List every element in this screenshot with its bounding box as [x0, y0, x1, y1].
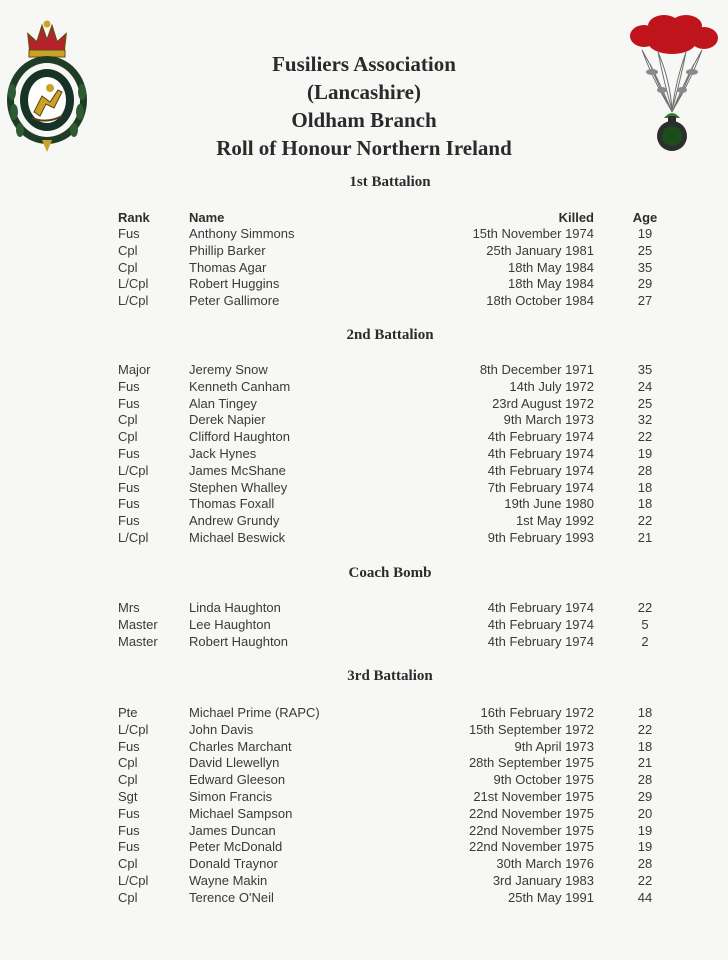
rank-cell: Fus — [118, 226, 140, 241]
name-cell: Peter Gallimore — [189, 293, 280, 309]
killed-date-cell: 18th May 1984 — [507, 259, 594, 275]
table-row — [0, 739, 728, 756]
killed-date-cell: 9th February 1993 — [487, 529, 594, 545]
age-cell: 25 — [637, 242, 653, 258]
age-cell: 44 — [637, 889, 653, 905]
section-rows-2nd-battalion — [0, 362, 728, 547]
column-header-killed: Killed — [558, 210, 594, 225]
age-cell: 22 — [637, 513, 653, 529]
section-heading-3rd-battalion: 3rd Battalion — [347, 668, 433, 684]
table-row — [0, 530, 728, 547]
title-line-association: Fusiliers Association — [272, 52, 456, 76]
table-row — [0, 755, 728, 772]
killed-date-cell: 22nd November 1975 — [468, 839, 594, 855]
rank-cell: Fus — [118, 513, 140, 529]
age-cell: 28 — [637, 856, 653, 872]
table-row — [0, 617, 728, 634]
age-cell: 25 — [637, 395, 653, 411]
rank-cell: Fus — [118, 839, 140, 855]
age-cell: 35 — [637, 259, 653, 275]
killed-date-cell: 9th March 1973 — [503, 412, 594, 428]
killed-date-cell: 25th May 1991 — [507, 889, 594, 905]
table-row — [0, 789, 728, 806]
age-cell: 22 — [637, 872, 653, 888]
killed-date-cell: 21st November 1975 — [473, 788, 594, 804]
table-row — [0, 480, 728, 497]
name-cell: Alan Tingey — [189, 395, 257, 411]
table-row — [0, 705, 728, 722]
table-row — [0, 634, 728, 651]
name-cell: Robert Huggins — [189, 276, 280, 292]
name-cell: Phillip Barker — [189, 242, 266, 258]
name-cell: James Duncan — [189, 822, 276, 838]
table-row — [0, 873, 728, 890]
killed-date-cell: 25th January 1981 — [486, 242, 594, 258]
killed-date-cell: 30th March 1976 — [496, 856, 594, 872]
rank-cell: Cpl — [118, 889, 138, 905]
table-row — [0, 463, 728, 480]
age-cell: 24 — [637, 378, 653, 394]
name-cell: Peter McDonald — [189, 839, 283, 855]
rank-cell: L/Cpl — [118, 276, 149, 292]
age-cell: 19 — [637, 839, 653, 855]
table-row — [0, 513, 728, 530]
rank-cell: Fus — [118, 378, 140, 394]
name-cell: Andrew Grundy — [189, 513, 280, 529]
rank-cell: Fus — [118, 445, 140, 461]
killed-date-cell: 4th February 1974 — [487, 462, 594, 478]
column-header-rank: Rank — [118, 210, 150, 225]
name-cell: Jeremy Snow — [189, 362, 268, 377]
document-title — [0, 50, 728, 162]
section-rows-3rd-battalion — [0, 705, 728, 907]
title-line-roll: Roll of Honour Northern Ireland — [216, 136, 512, 160]
rank-cell: L/Cpl — [118, 529, 149, 545]
table-row — [0, 260, 728, 277]
age-cell: 29 — [637, 788, 653, 804]
rank-cell: Fus — [118, 805, 140, 821]
rank-cell: L/Cpl — [118, 462, 149, 478]
section-heading-2nd-battalion: 2nd Battalion — [346, 327, 434, 343]
killed-date-cell: 4th February 1974 — [487, 616, 594, 632]
table-row — [0, 722, 728, 739]
age-cell: 22 — [637, 600, 653, 615]
age-cell: 28 — [637, 772, 653, 788]
rank-cell: Cpl — [118, 242, 138, 258]
killed-date-cell: 28th September 1975 — [468, 755, 594, 771]
table-row — [0, 396, 728, 413]
table-row — [0, 226, 728, 243]
killed-date-cell: 19th June 1980 — [504, 496, 594, 512]
killed-date-cell: 14th July 1972 — [509, 378, 594, 394]
rank-cell: L/Cpl — [118, 872, 149, 888]
killed-date-cell: 1st May 1992 — [515, 513, 594, 529]
name-cell: Robert Haughton — [189, 633, 289, 649]
name-cell: Wayne Makin — [189, 872, 268, 888]
age-cell: 19 — [637, 445, 653, 461]
age-cell: 18 — [637, 705, 653, 720]
age-cell: 21 — [637, 529, 653, 545]
name-cell: Clifford Haughton — [189, 429, 290, 445]
age-cell: 19 — [637, 822, 653, 838]
killed-date-cell: 3rd January 1983 — [492, 872, 594, 888]
age-cell: 22 — [637, 429, 653, 445]
rank-cell: Cpl — [118, 429, 138, 445]
rank-cell: Cpl — [118, 259, 138, 275]
rank-cell: Fus — [118, 496, 140, 512]
age-cell: 18 — [637, 496, 653, 512]
name-cell: Simon Francis — [189, 788, 273, 804]
age-cell: 5 — [641, 616, 649, 632]
section-rows-coach-bomb — [0, 600, 728, 650]
age-cell: 35 — [637, 362, 653, 377]
killed-date-cell: 9th April 1973 — [514, 738, 594, 754]
killed-date-cell: 4th February 1974 — [487, 445, 594, 461]
age-cell: 27 — [637, 293, 653, 309]
name-cell: Michael Sampson — [189, 805, 293, 821]
table-row — [0, 890, 728, 907]
section-heading-coach-bomb: Coach Bomb — [348, 565, 432, 581]
name-cell: Terence O'Neil — [189, 889, 274, 905]
table-row — [0, 446, 728, 463]
table-row — [0, 243, 728, 260]
table-row — [0, 293, 728, 310]
age-cell: 18 — [637, 738, 653, 754]
table-row — [0, 772, 728, 789]
age-cell: 21 — [637, 755, 653, 771]
killed-date-cell: 23rd August 1972 — [492, 395, 594, 411]
killed-date-cell: 16th February 1972 — [480, 705, 594, 720]
name-cell: James McShane — [189, 462, 286, 478]
name-cell: Anthony Simmons — [189, 226, 295, 241]
rank-cell: Cpl — [118, 755, 138, 771]
killed-date-cell: 4th February 1974 — [487, 429, 594, 445]
name-cell: Michael Prime (RAPC) — [189, 705, 320, 720]
name-cell: Thomas Agar — [189, 259, 267, 275]
killed-date-cell: 4th February 1974 — [487, 633, 594, 649]
title-line-county: (Lancashire) — [307, 80, 421, 104]
age-cell: 28 — [637, 462, 653, 478]
title-line-branch: Oldham Branch — [291, 108, 437, 132]
rank-cell: Cpl — [118, 412, 138, 428]
name-cell: David Llewellyn — [189, 755, 280, 771]
rank-cell: Cpl — [118, 772, 138, 788]
table-row — [0, 379, 728, 396]
name-cell: Jack Hynes — [189, 445, 257, 461]
rank-cell: Fus — [118, 479, 140, 495]
rank-cell: Fus — [118, 822, 140, 838]
age-cell: 29 — [637, 276, 653, 292]
table-row — [0, 600, 728, 617]
killed-date-cell: 22nd November 1975 — [468, 805, 594, 821]
name-cell: Michael Beswick — [189, 529, 286, 545]
killed-date-cell: 8th December 1971 — [479, 362, 594, 377]
rank-cell: Sgt — [118, 788, 138, 804]
rank-cell: L/Cpl — [118, 721, 149, 737]
table-row — [0, 429, 728, 446]
name-cell: Derek Napier — [189, 412, 266, 428]
age-cell: 32 — [637, 412, 653, 428]
killed-date-cell: 22nd November 1975 — [468, 822, 594, 838]
age-cell: 22 — [637, 721, 653, 737]
rank-cell: Pte — [118, 705, 138, 720]
name-cell: Thomas Foxall — [189, 496, 275, 512]
section-rows-1st-battalion — [0, 226, 728, 310]
table-row — [0, 412, 728, 429]
rank-cell: Fus — [118, 738, 140, 754]
name-cell: Charles Marchant — [189, 738, 292, 754]
rank-cell: L/Cpl — [118, 293, 149, 309]
section-heading-1st-battalion: 1st Battalion — [349, 174, 431, 190]
table-row — [0, 823, 728, 840]
age-cell: 19 — [637, 226, 653, 241]
rank-cell: Cpl — [118, 856, 138, 872]
column-header-name: Name — [189, 210, 225, 225]
column-header-age: Age — [632, 210, 658, 225]
killed-date-cell: 15th November 1974 — [472, 226, 594, 241]
killed-date-cell: 18th October 1984 — [486, 293, 594, 309]
rank-cell: Fus — [118, 395, 140, 411]
name-cell: Donald Traynor — [189, 856, 278, 872]
rank-cell: Mrs — [118, 600, 140, 615]
killed-date-cell: 7th February 1974 — [487, 479, 594, 495]
rank-cell: Master — [118, 633, 158, 649]
name-cell: Kenneth Canham — [189, 378, 291, 394]
name-cell: John Davis — [189, 721, 254, 737]
age-cell: 2 — [641, 633, 649, 649]
killed-date-cell: 9th October 1975 — [493, 772, 594, 788]
table-row — [0, 276, 728, 293]
name-cell: Stephen Whalley — [189, 479, 288, 495]
table-row — [0, 806, 728, 823]
table-row — [0, 839, 728, 856]
killed-date-cell: 18th May 1984 — [507, 276, 594, 292]
name-cell: Edward Gleeson — [189, 772, 286, 788]
table-row — [0, 362, 728, 379]
name-cell: Lee Haughton — [189, 616, 271, 632]
age-cell: 18 — [637, 479, 653, 495]
rank-cell: Master — [118, 616, 158, 632]
table-row — [0, 496, 728, 513]
age-cell: 20 — [637, 805, 653, 821]
killed-date-cell: 4th February 1974 — [487, 600, 594, 615]
name-cell: Linda Haughton — [189, 600, 281, 615]
table-row — [0, 856, 728, 873]
killed-date-cell: 15th September 1972 — [468, 721, 594, 737]
rank-cell: Major — [118, 362, 151, 377]
